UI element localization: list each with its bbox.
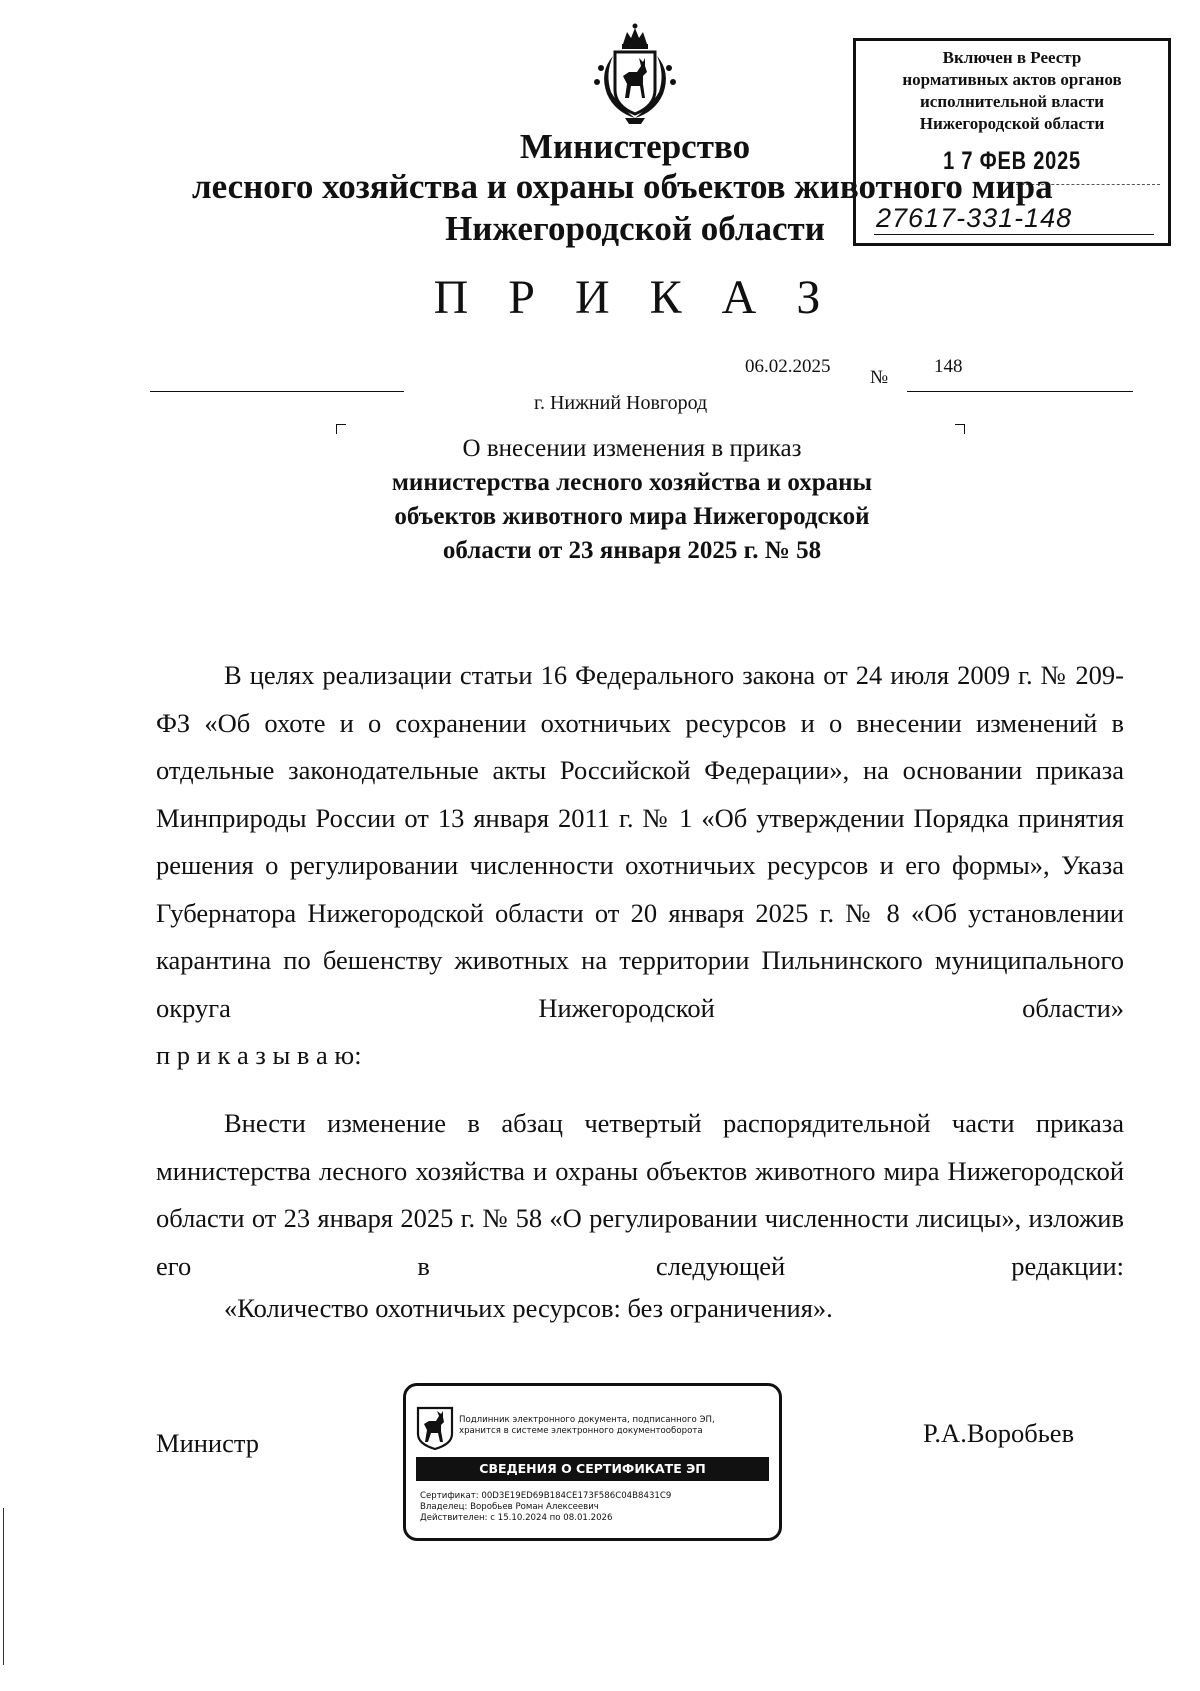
date-underline — [150, 391, 404, 392]
stamp-line-1: Включен в Реестр — [942, 48, 1082, 67]
order-number: 148 — [934, 356, 963, 377]
electronic-signature-stamp — [403, 1383, 782, 1541]
subject-line-1: О внесении изменения в приказ — [462, 435, 802, 462]
esig-owner: Владелец: Воробьев Роман Алексеевич — [420, 1502, 599, 1512]
ministry-name-line-2: лесного хозяйства и охраны объектов животного мира — [192, 167, 1053, 206]
stamp-line-4: Нижегородской области — [919, 114, 1105, 133]
scan-margin-line — [3, 1508, 4, 1665]
order-word: п р и к а з ы в а ю: — [156, 1040, 362, 1070]
esig-text-line-1: Подлинник электронного документа, подписанного ЭП, — [459, 1415, 715, 1425]
ministry-name-line-3: Нижегородской области — [445, 209, 825, 248]
esig-certificate: Сертификат: 00D3E19ED69B184CE173F586C04B8431C9 — [420, 1491, 672, 1501]
body-paragraph-3: «Количество охотничьих ресурсов: без ограничения». — [224, 1293, 833, 1323]
number-underline — [907, 391, 1133, 392]
stamp-line-3: исполнительной власти — [920, 92, 1104, 111]
stamp-line-2: нормативных актов органов — [902, 70, 1122, 89]
esig-text-line-2: хранится в системе электронного документооборота — [459, 1426, 703, 1436]
signer-name: Р.А.Воробьев — [923, 1418, 1075, 1448]
esig-validity: Действителен: с 15.10.2024 по 08.01.2026 — [420, 1513, 613, 1523]
stamp-registration-number: 27617-331-148 — [876, 203, 1073, 233]
body-paragraph-1: В целях реализации статьи 16 Федерального закона от 24 июля 2009 г. № 209-ФЗ «Об охоте и о сохранении охотничьих ресурсов и о внесении изменений в отдельные законодательные акты Российской Федерации», на основании приказа Минприроды России от 13 января 2011 г. № 1 «Об утверждении Порядка принятия решения о регулировании численности охотничьих ресурсов и его формы», Указа Губернатора Нижегородской области от 20 января 2025 г. № 8 «Об установлении карантина по бешенству животных на территории Пильнинского муниципального округа Нижегородской области» — [156, 660, 1124, 1023]
document-type-title: П Р И К А З — [433, 271, 835, 324]
city: г. Нижний Новгород — [534, 392, 708, 414]
signer-title: Министр — [156, 1428, 260, 1458]
stamp-date: 1 7 ФЕВ 2025 — [943, 147, 1081, 175]
order-date: 06.02.2025 — [745, 356, 831, 377]
subject-line-4: области от 23 января 2025 г. № 58 — [442, 537, 822, 564]
subject-line-3: объектов животного мира Нижегородской — [394, 503, 870, 530]
coat-of-arms-icon — [585, 22, 685, 128]
subject-line-2: министерства лесного хозяйства и охраны — [391, 469, 873, 496]
deer-emblem-icon — [416, 1406, 454, 1450]
body-paragraph-2: Внести изменение в абзац четвертый распорядительной части приказа министерства лесного хозяйства и охраны объектов животного мира Нижегородской области от 23 января 2025 г. № 58 «О регулировании численности лисицы», изложив его в следующей редакции: — [156, 1108, 1124, 1281]
number-sign: № — [870, 367, 889, 388]
ministry-name-line-1: Министерство — [519, 127, 751, 166]
esig-banner: СВЕДЕНИЯ О СЕРТИФИКАТЕ ЭП — [416, 1457, 769, 1481]
